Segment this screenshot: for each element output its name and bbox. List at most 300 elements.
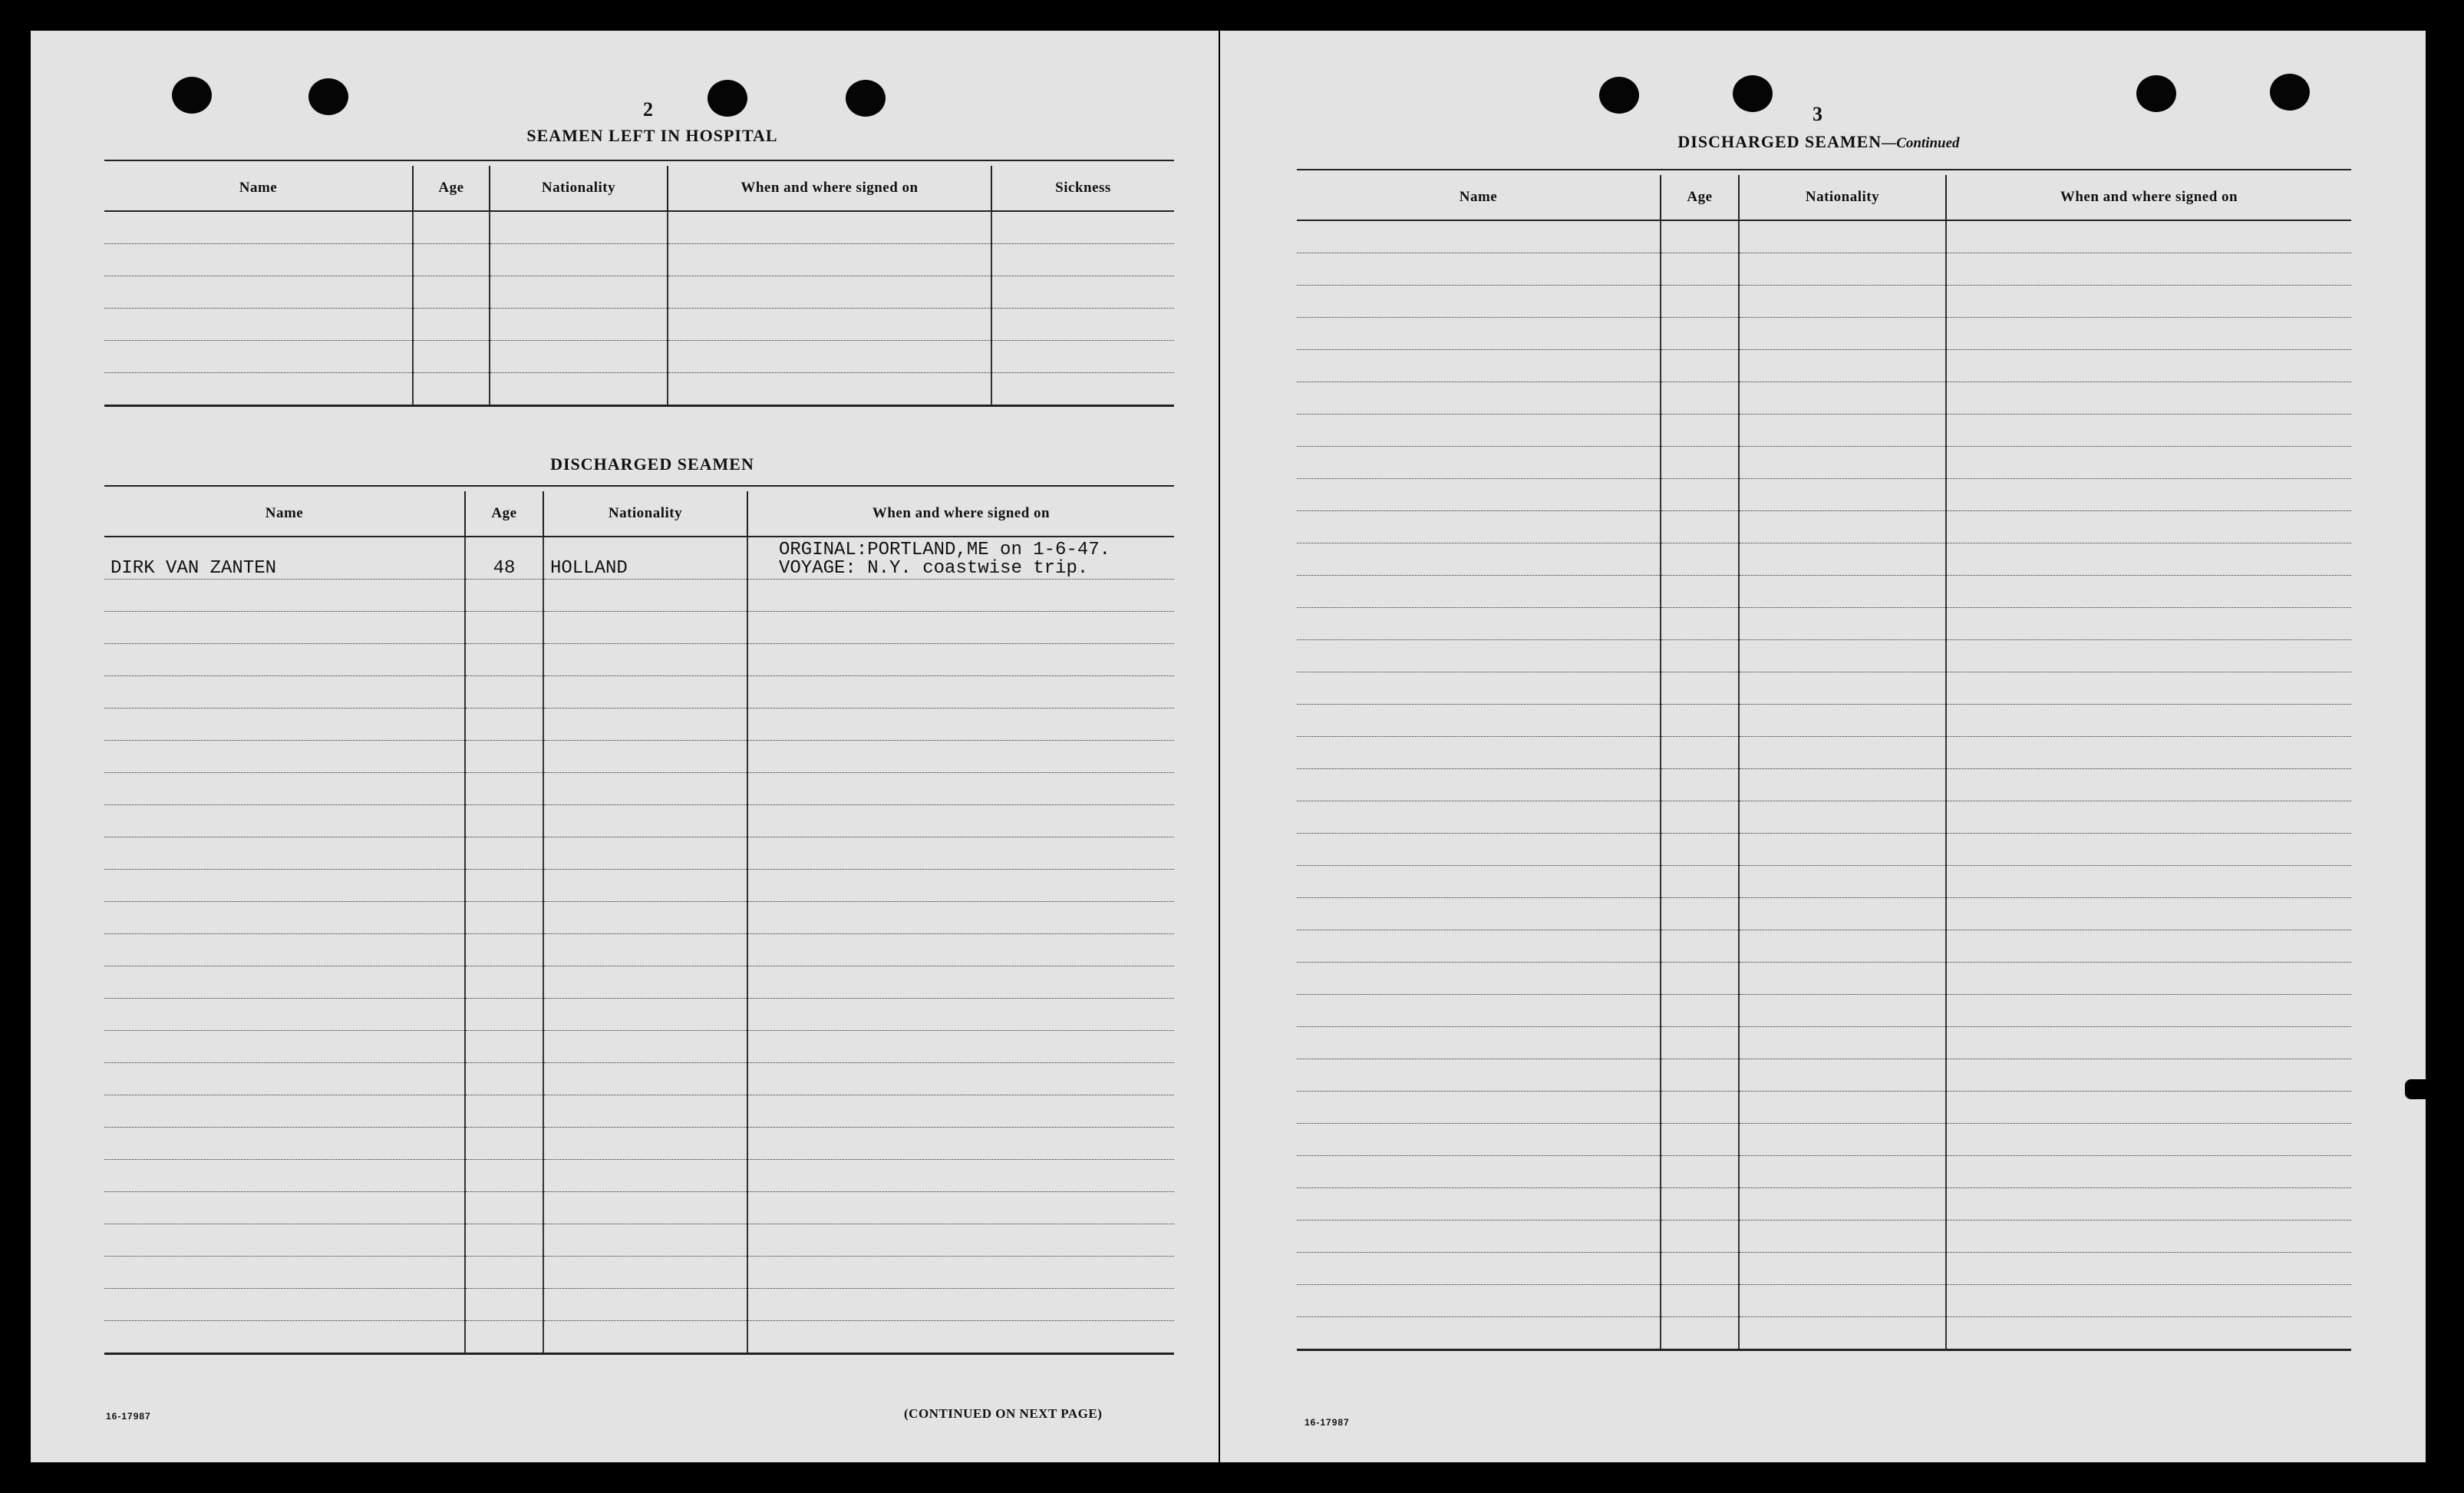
table-cell [413, 276, 490, 309]
table-cell [104, 805, 465, 837]
left-page [31, 31, 1219, 1462]
table-cell [543, 1224, 747, 1257]
table-cell [1661, 1188, 1739, 1220]
table-cell [1739, 995, 1946, 1027]
table-cell [104, 211, 413, 244]
table-cell [465, 1031, 543, 1063]
table-cell [1297, 608, 1661, 640]
seaman-signed-on [747, 537, 1174, 580]
table-row [1297, 769, 2351, 801]
table-cell [104, 612, 465, 644]
table-cell [1297, 672, 1661, 705]
table-row [1297, 1092, 2351, 1124]
table-row [1297, 1156, 2351, 1188]
table-cell [1297, 1027, 1661, 1059]
table-cell [1739, 1059, 1946, 1092]
binder-hole [308, 78, 348, 115]
table-cell [1739, 1220, 1946, 1253]
table-cell [747, 1160, 1174, 1192]
table-row [1297, 479, 2351, 511]
table-row [104, 1224, 1174, 1257]
column-header-nationality: Nationality [490, 166, 668, 211]
table-cell [1946, 479, 2351, 511]
table-cell [543, 612, 747, 644]
table-row [1297, 705, 2351, 737]
table-cell [747, 999, 1174, 1031]
table-cell [1661, 1285, 1739, 1317]
table-cell [1297, 447, 1661, 479]
table-cell [1661, 1124, 1739, 1156]
table-row [104, 211, 1174, 244]
table-cell [1297, 640, 1661, 672]
table-cell [1297, 1253, 1661, 1285]
column-header-signed-on: When and where signed on [668, 166, 991, 211]
table-cell [747, 902, 1174, 934]
table-cell [465, 644, 543, 676]
table-cell [490, 341, 668, 373]
table-cell [1946, 318, 2351, 350]
table-cell [1661, 350, 1739, 382]
table-cell [1297, 995, 1661, 1027]
table-cell [1739, 479, 1946, 511]
table-row [1297, 1027, 2351, 1059]
title-suffix: —Continued [1882, 135, 1960, 151]
table-cell [1297, 511, 1661, 543]
table-cell [1739, 286, 1946, 318]
table-cell [1739, 963, 1946, 995]
table-cell [1739, 220, 1946, 253]
table-cell [104, 837, 465, 870]
table-cell [465, 1289, 543, 1321]
table-row [104, 1160, 1174, 1192]
hospital-table [104, 166, 1174, 407]
table-cell [490, 211, 668, 244]
table-cell [1661, 543, 1739, 576]
table-row [104, 1031, 1174, 1063]
table-cell [104, 870, 465, 902]
column-header-nationality: Nationality [543, 491, 747, 537]
table-cell [543, 741, 747, 773]
table-cell [747, 1224, 1174, 1257]
table-cell [1739, 1317, 1946, 1350]
table-cell [1946, 1124, 2351, 1156]
table-cell [490, 244, 668, 276]
table-cell [104, 934, 465, 966]
table-cell [1661, 866, 1739, 898]
table-cell [1946, 1092, 2351, 1124]
table-cell [1739, 318, 1946, 350]
table-cell [104, 999, 465, 1031]
page-number: 2 [643, 98, 654, 121]
table-cell [1739, 511, 1946, 543]
table-cell [1661, 382, 1739, 415]
table-cell [1946, 898, 2351, 930]
table-cell [104, 373, 413, 406]
table-cell [1661, 737, 1739, 769]
discharged-table [104, 491, 1174, 1355]
table-row [1297, 286, 2351, 318]
table-cell [543, 966, 747, 999]
table-cell [1946, 834, 2351, 866]
table-cell [747, 580, 1174, 612]
table-row [1297, 866, 2351, 898]
table-row [104, 676, 1174, 709]
table-row [1297, 543, 2351, 576]
table-cell [543, 1160, 747, 1192]
binder-hole [1733, 75, 1773, 112]
column-header-signed-on: When and where signed on [747, 491, 1174, 537]
table-cell [543, 1063, 747, 1095]
table-cell [465, 1128, 543, 1160]
table-cell [1946, 930, 2351, 963]
table-cell [1946, 415, 2351, 447]
table-cell [1661, 640, 1739, 672]
table-row [1297, 511, 2351, 543]
table-cell [1297, 1285, 1661, 1317]
table-cell [1661, 705, 1739, 737]
table-row [1297, 995, 2351, 1027]
table-row [104, 709, 1174, 741]
table-row [1297, 801, 2351, 834]
table-cell [465, 1224, 543, 1257]
table-cell [1946, 382, 2351, 415]
table-row [1297, 382, 2351, 415]
table-cell [104, 1224, 465, 1257]
table-cell [1297, 705, 1661, 737]
table-row [1297, 318, 2351, 350]
table-cell [1946, 1156, 2351, 1188]
table-cell [543, 999, 747, 1031]
table-cell [1661, 1059, 1739, 1092]
table-cell [465, 676, 543, 709]
table-row [104, 309, 1174, 341]
table-row [1297, 963, 2351, 995]
table-cell [668, 276, 991, 309]
table-cell [668, 211, 991, 244]
form-number: 16-17987 [106, 1411, 151, 1422]
table-cell [1739, 1253, 1946, 1285]
table-cell [1297, 350, 1661, 382]
table-cell [1297, 1317, 1661, 1350]
table-cell [1297, 382, 1661, 415]
table-cell [1739, 1188, 1946, 1220]
table-cell [1946, 1027, 2351, 1059]
table-row [104, 644, 1174, 676]
table-cell [465, 773, 543, 805]
table-cell [465, 805, 543, 837]
table-cell [413, 211, 490, 244]
table-cell [1297, 1188, 1661, 1220]
table-cell [465, 1257, 543, 1289]
table-cell [668, 373, 991, 406]
table-cell [465, 1160, 543, 1192]
table-cell [1946, 1220, 2351, 1253]
table-cell [1946, 220, 2351, 253]
table-cell [1739, 640, 1946, 672]
column-header-name: Name [104, 491, 465, 537]
title-text: DISCHARGED SEAMEN [1677, 132, 1882, 151]
table-row [1297, 1188, 2351, 1220]
table-cell [1946, 576, 2351, 608]
table-cell [543, 773, 747, 805]
table-cell [543, 837, 747, 870]
table-cell [747, 1321, 1174, 1354]
table-row [1297, 737, 2351, 769]
table-cell [413, 373, 490, 406]
table-cell [747, 805, 1174, 837]
table-row [104, 373, 1174, 406]
table-row [104, 580, 1174, 612]
table-cell [1739, 834, 1946, 866]
table-row [1297, 834, 2351, 866]
table-cell [747, 837, 1174, 870]
discharged-section-title: DISCHARGED SEAMEN [550, 454, 754, 474]
table-cell [1739, 1124, 1946, 1156]
table-cell [1946, 640, 2351, 672]
table-cell [668, 341, 991, 373]
table-cell [747, 1192, 1174, 1224]
table-row [1297, 640, 2351, 672]
table-cell [991, 341, 1174, 373]
table-cell [104, 1063, 465, 1095]
table-cell [1739, 415, 1946, 447]
table-cell [668, 309, 991, 341]
table-cell [543, 644, 747, 676]
table-cell [1739, 447, 1946, 479]
table-cell [747, 676, 1174, 709]
table-row [1297, 1220, 2351, 1253]
table-cell [1661, 511, 1739, 543]
table-cell [1946, 253, 2351, 286]
binder-hole [708, 80, 747, 117]
table-cell [1297, 318, 1661, 350]
table-row [104, 999, 1174, 1031]
table-cell [1946, 286, 2351, 318]
table-row [1297, 1317, 2351, 1350]
table-row [104, 1257, 1174, 1289]
table-cell [1297, 1156, 1661, 1188]
table-cell [1661, 1220, 1739, 1253]
table-row [1297, 672, 2351, 705]
table-cell [1661, 1092, 1739, 1124]
table-cell [104, 644, 465, 676]
table-cell [991, 276, 1174, 309]
table-row [1297, 220, 2351, 253]
table-row [104, 537, 1174, 580]
table-cell [465, 580, 543, 612]
table-cell [465, 966, 543, 999]
table-cell [1739, 350, 1946, 382]
table-cell [104, 244, 413, 276]
table-cell [1946, 963, 2351, 995]
binder-hole [1599, 77, 1639, 114]
table-cell [104, 1160, 465, 1192]
continued-top-rule [1297, 169, 2351, 170]
table-cell [465, 741, 543, 773]
table-cell [1739, 253, 1946, 286]
table-cell [1661, 608, 1739, 640]
table-cell [1661, 930, 1739, 963]
table-cell [1739, 705, 1946, 737]
table-cell [1297, 1124, 1661, 1156]
table-row [104, 1128, 1174, 1160]
table-cell [1661, 898, 1739, 930]
hospital-top-rule [104, 160, 1174, 161]
table-cell [1661, 415, 1739, 447]
table-cell [1739, 801, 1946, 834]
table-cell [1946, 801, 2351, 834]
seaman-name: DIRK VAN ZANTEN [104, 537, 465, 580]
table-cell [104, 676, 465, 709]
table-cell [104, 1128, 465, 1160]
table-cell [413, 341, 490, 373]
table-cell [1297, 963, 1661, 995]
table-cell [104, 276, 413, 309]
table-cell [104, 1192, 465, 1224]
table-cell [1946, 350, 2351, 382]
table-row [104, 902, 1174, 934]
table-cell [668, 244, 991, 276]
table-cell [490, 309, 668, 341]
table-cell [1661, 1317, 1739, 1350]
table-cell [1946, 447, 2351, 479]
table-cell [1946, 1059, 2351, 1092]
table-cell [1661, 995, 1739, 1027]
table-cell [104, 1095, 465, 1128]
table-cell [490, 373, 668, 406]
table-cell [1661, 447, 1739, 479]
table-cell [1739, 1156, 1946, 1188]
binder-hole [846, 80, 886, 117]
table-cell [1739, 543, 1946, 576]
table-cell [543, 1192, 747, 1224]
table-row [104, 805, 1174, 837]
table-row [1297, 350, 2351, 382]
table-cell [1661, 220, 1739, 253]
page-number: 3 [1813, 103, 1823, 125]
table-row [1297, 576, 2351, 608]
table-cell [1661, 1156, 1739, 1188]
table-cell [413, 309, 490, 341]
table-cell [1946, 608, 2351, 640]
table-cell [1297, 479, 1661, 511]
table-cell [747, 934, 1174, 966]
table-cell [465, 870, 543, 902]
table-cell [1739, 898, 1946, 930]
table-row [1297, 1253, 2351, 1285]
table-cell [1946, 1188, 2351, 1220]
table-cell [1946, 1285, 2351, 1317]
seaman-age: 48 [465, 537, 543, 580]
table-cell [1739, 866, 1946, 898]
table-row [1297, 1059, 2351, 1092]
continued-table [1297, 175, 2351, 1351]
table-cell [1946, 737, 2351, 769]
table-row [104, 1192, 1174, 1224]
table-cell [543, 1095, 747, 1128]
table-row [104, 1063, 1174, 1095]
table-cell [543, 902, 747, 934]
table-cell [1661, 479, 1739, 511]
seaman-nationality: HOLLAND [543, 537, 747, 580]
table-cell [543, 1031, 747, 1063]
table-cell [1297, 220, 1661, 253]
table-cell [747, 644, 1174, 676]
table-row [104, 934, 1174, 966]
table-cell [1946, 672, 2351, 705]
table-cell [104, 341, 413, 373]
table-cell [747, 1128, 1174, 1160]
table-cell [991, 244, 1174, 276]
table-cell [1297, 834, 1661, 866]
table-cell [465, 1095, 543, 1128]
table-cell [1297, 576, 1661, 608]
table-cell [1297, 801, 1661, 834]
column-header-signed-on: When and where signed on [1946, 175, 2351, 220]
table-cell [1661, 1027, 1739, 1059]
table-cell [465, 1063, 543, 1095]
column-header-name: Name [104, 166, 413, 211]
table-cell [1661, 1253, 1739, 1285]
table-cell [1946, 511, 2351, 543]
table-cell [104, 1289, 465, 1321]
table-cell [465, 1192, 543, 1224]
table-cell [104, 1321, 465, 1354]
table-cell [1661, 576, 1739, 608]
table-cell [747, 1095, 1174, 1128]
column-header-sickness: Sickness [991, 166, 1174, 211]
table-row [104, 966, 1174, 999]
table-cell [747, 773, 1174, 805]
table-cell [747, 966, 1174, 999]
table-row [1297, 930, 2351, 963]
table-cell [1297, 769, 1661, 801]
table-cell [1661, 253, 1739, 286]
binder-hole [2270, 74, 2310, 111]
table-cell [465, 837, 543, 870]
table-cell [1946, 769, 2351, 801]
table-cell [747, 1063, 1174, 1095]
table-cell [747, 612, 1174, 644]
form-number: 16-17987 [1305, 1417, 1350, 1428]
table-cell [104, 1031, 465, 1063]
table-cell [543, 1321, 747, 1354]
continued-note: (CONTINUED ON NEXT PAGE) [904, 1406, 1103, 1421]
discharged-continued-title [1489, 132, 2149, 152]
table-row [1297, 1124, 2351, 1156]
table-row [104, 1289, 1174, 1321]
table-row [104, 244, 1174, 276]
hospital-section-title: SEAMEN LEFT IN HOSPITAL [526, 126, 778, 145]
table-cell [1297, 1059, 1661, 1092]
table-cell [543, 709, 747, 741]
table-cell [1661, 834, 1739, 866]
table-cell [543, 580, 747, 612]
table-cell [1297, 543, 1661, 576]
table-cell [1297, 930, 1661, 963]
table-cell [1661, 963, 1739, 995]
table-cell [1297, 253, 1661, 286]
table-cell [1739, 672, 1946, 705]
right-page [1220, 31, 2426, 1462]
table-cell [1739, 769, 1946, 801]
table-cell [1946, 866, 2351, 898]
table-cell [104, 966, 465, 999]
page-tab-marker [2405, 1079, 2428, 1099]
table-cell [104, 741, 465, 773]
table-row [1297, 447, 2351, 479]
table-cell [104, 1257, 465, 1289]
